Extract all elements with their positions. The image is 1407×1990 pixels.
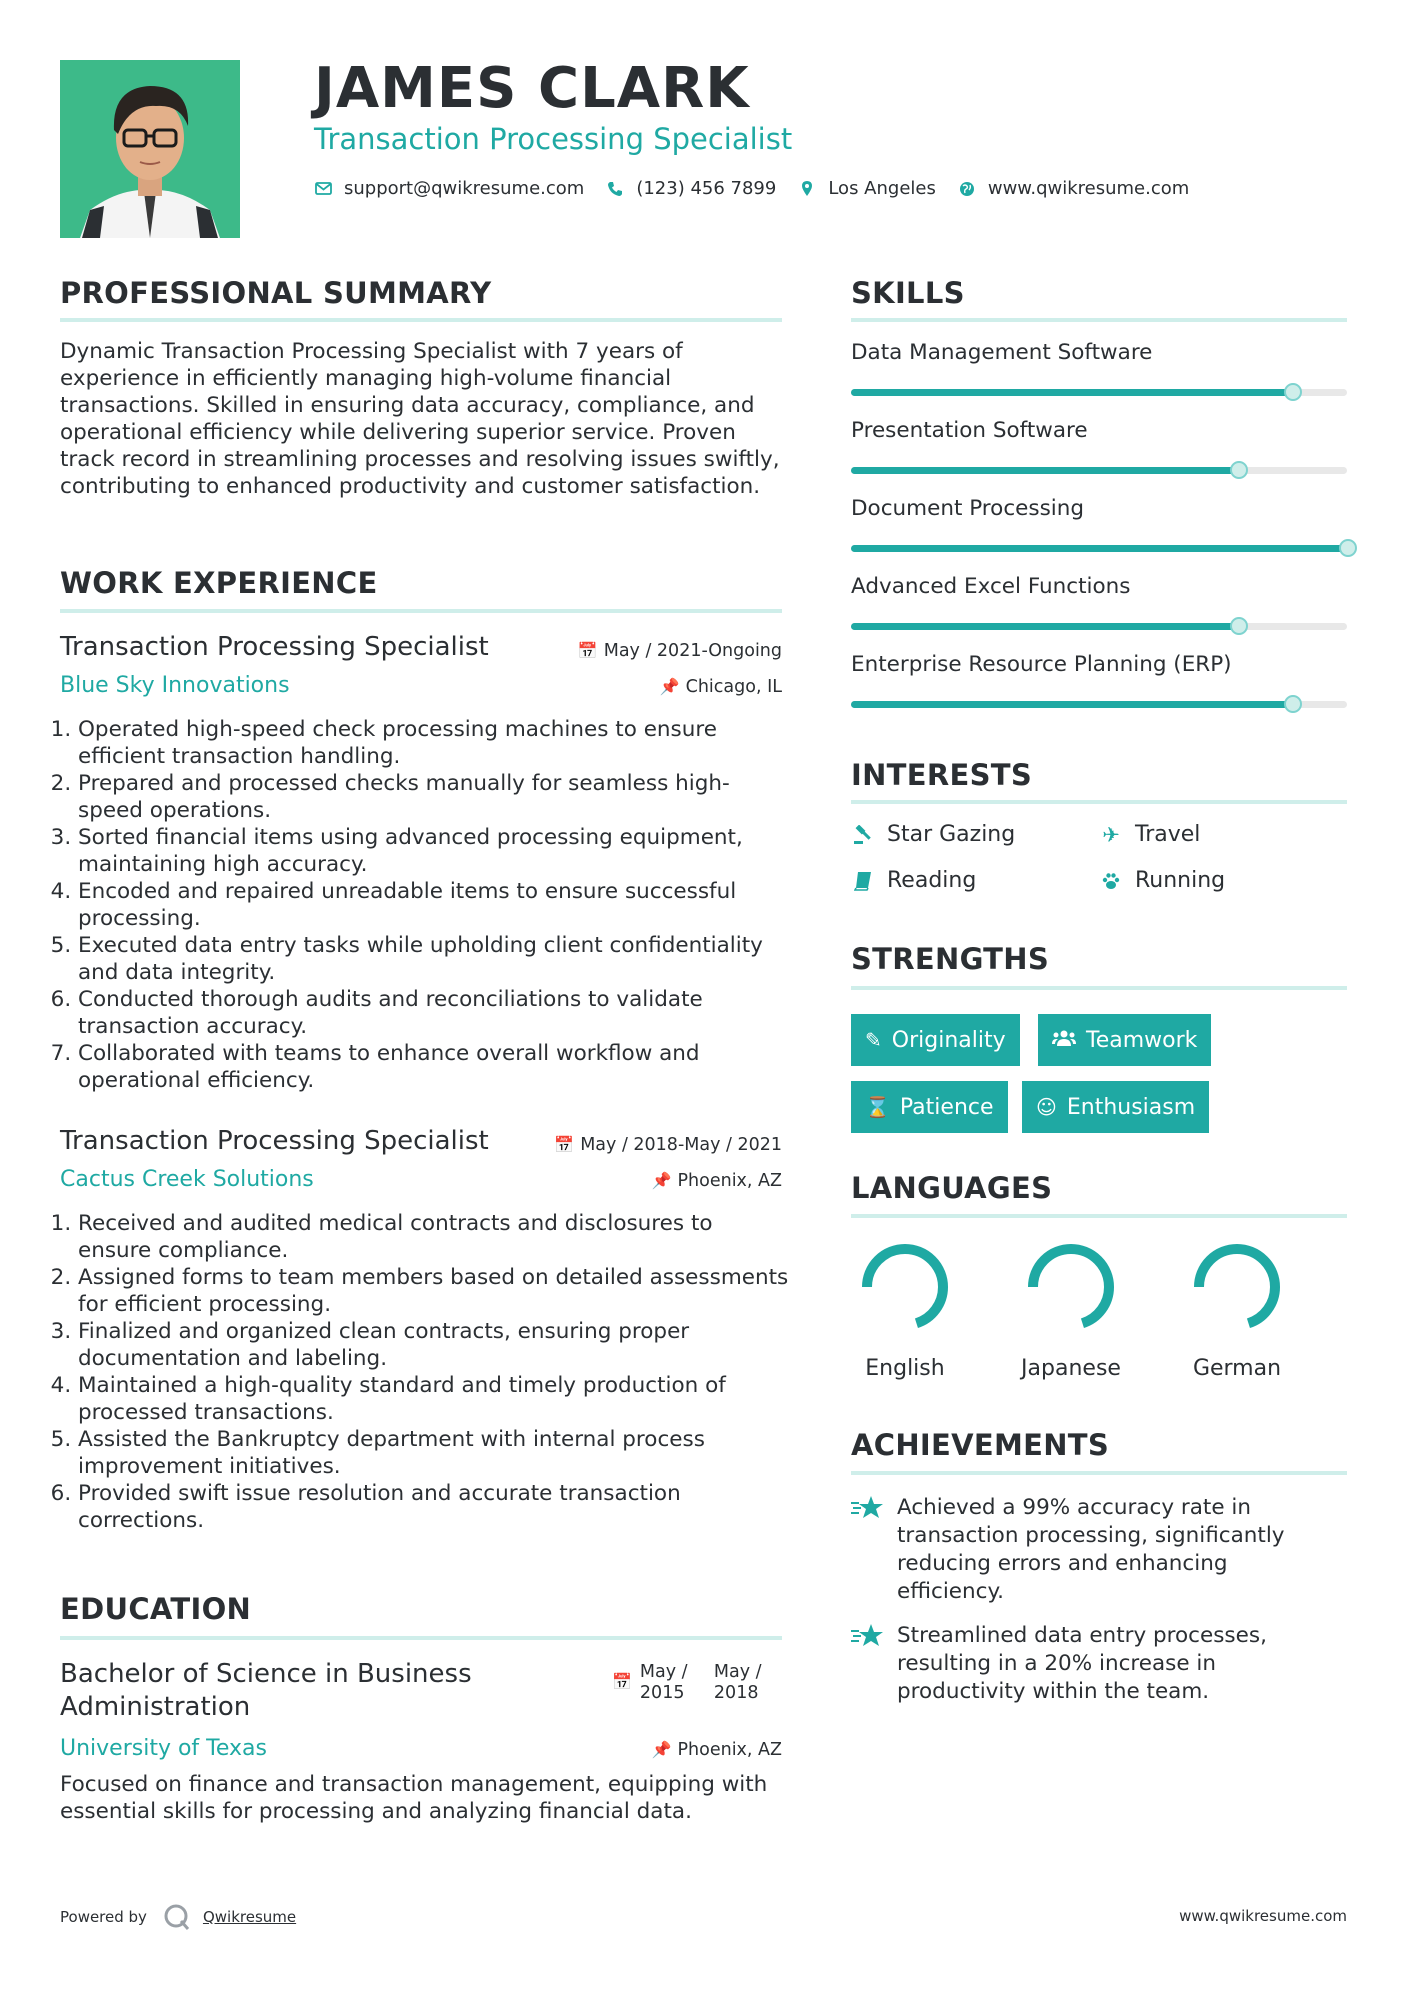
job-responsibilities	[60, 1210, 790, 1534]
strength-label: Patience	[899, 1094, 994, 1120]
job-company: Blue Sky Innovations	[60, 673, 290, 698]
skill-bar-fill	[851, 389, 1292, 396]
skill-label: Document Processing	[851, 496, 1085, 521]
interests-divider	[851, 800, 1347, 804]
strengths-heading: STRENGTHS	[851, 942, 1050, 976]
powered-by	[60, 1903, 296, 1931]
strength-label: Enthusiasm	[1066, 1094, 1196, 1120]
list-item: 3. Sorted financial items using advanced processing equipment, maintaining high accuracy.	[78, 824, 790, 878]
skill-label: Enterprise Resource Planning (ERP)	[851, 652, 1232, 677]
skill-bar-fill	[851, 545, 1347, 552]
gavel-icon	[851, 825, 875, 845]
skill-bar-fill	[851, 467, 1238, 474]
skill-bar-knob	[1339, 539, 1357, 557]
pin-icon: 📌	[651, 1740, 672, 1759]
list-item: 1. Operated high-speed check processing machines to ensure efficient transaction handling.	[78, 716, 790, 770]
interest-label: Reading	[887, 868, 977, 893]
education-divider	[60, 1636, 782, 1640]
education-location	[652, 1740, 782, 1760]
skill-bar	[851, 389, 1347, 396]
summary-divider	[60, 318, 782, 322]
hourglass-icon: ⌛	[865, 1095, 890, 1119]
contact-phone[interactable]: (123) 456 7899	[636, 178, 777, 199]
skill-bar-knob	[1230, 461, 1248, 479]
brand-link[interactable]: Qwikresume	[202, 1908, 297, 1926]
interest-label: Travel	[1135, 822, 1201, 847]
list-item: 5. Executed data entry tasks while upholding client confidentiality and data integrity.	[78, 932, 790, 986]
experience-divider	[60, 609, 782, 613]
job-location	[652, 1171, 782, 1191]
calendar-icon: 📅	[577, 641, 598, 660]
smile-icon: ☺	[1036, 1095, 1057, 1119]
job-responsibilities	[60, 716, 790, 1094]
education-start: May / 2015	[639, 1662, 688, 1703]
interest-label: Star Gazing	[887, 822, 1016, 847]
globe-icon	[958, 181, 976, 197]
skill-bar-knob	[1284, 695, 1302, 713]
job-title: Transaction Processing Specialist	[60, 1126, 489, 1156]
job-location-text: Chicago, IL	[685, 677, 782, 697]
candidate-title: Transaction Processing Specialist	[314, 122, 793, 156]
strength-tag	[851, 1081, 1008, 1133]
pin-icon: 📌	[659, 677, 680, 696]
job-location	[660, 677, 782, 697]
job-company: Cactus Creek Solutions	[60, 1167, 314, 1192]
skill-label: Presentation Software	[851, 418, 1088, 443]
language-label: German	[1192, 1356, 1282, 1381]
strength-label: Teamwork	[1086, 1027, 1198, 1053]
list-item: 1. Received and audited medical contracts and disclosures to ensure compliance.	[78, 1210, 790, 1264]
calendar-icon: 📅	[554, 1135, 575, 1154]
list-item: 6. Conducted thorough audits and reconciliations to validate transaction accuracy.	[78, 986, 790, 1040]
job-location-text: Phoenix, AZ	[677, 1171, 782, 1191]
skills-divider	[851, 318, 1347, 322]
list-item: 2. Prepared and processed checks manually for seamless high-speed operations.	[78, 770, 790, 824]
list-item: 2. Assigned forms to team members based on detailed assessments for efficient processing.	[78, 1264, 790, 1318]
education-dates	[612, 1662, 770, 1704]
star-icon	[851, 1494, 897, 1606]
list-item: 5. Assisted the Bankruptcy department with internal process improvement initiatives.	[78, 1426, 790, 1480]
education-end: May / 2018	[713, 1662, 762, 1703]
job-dates-text: May / 2018-May / 2021	[580, 1135, 782, 1155]
contact-website[interactable]: www.qwikresume.com	[987, 178, 1190, 199]
languages-divider	[851, 1214, 1347, 1218]
strength-tag	[1022, 1081, 1209, 1133]
contact-location: Los Angeles	[828, 178, 936, 199]
skill-bar	[851, 467, 1347, 474]
education-heading: EDUCATION	[60, 1592, 252, 1626]
list-item: 3. Finalized and organized clean contracts, ensuring proper documentation and labeling.	[78, 1318, 790, 1372]
strength-tag	[851, 1014, 1020, 1066]
envelope-icon	[314, 182, 332, 195]
language-label: Japanese	[1021, 1356, 1121, 1381]
job-dates-text: May / 2021-Ongoing	[603, 641, 782, 661]
users-icon	[1052, 1028, 1076, 1052]
interest-item	[851, 868, 976, 893]
education-location-text: Phoenix, AZ	[677, 1740, 782, 1760]
language-ring	[855, 1237, 955, 1337]
school-name: University of Texas	[60, 1736, 267, 1761]
book-icon	[851, 871, 875, 891]
plane-icon: ✈	[1102, 822, 1120, 847]
languages-heading: LANGUAGES	[851, 1171, 1053, 1205]
candidate-name: JAMES CLARK	[314, 56, 750, 121]
achievements-divider	[851, 1471, 1347, 1475]
calendar-icon: 📅	[612, 1672, 632, 1691]
education-description: Focused on finance and transaction management, equipping with essential skills for processing and analyzing financial data.	[60, 1772, 768, 1824]
summary-heading: PROFESSIONAL SUMMARY	[60, 276, 492, 310]
skill-label: Data Management Software	[851, 340, 1153, 365]
list-item: 6. Provided swift issue resolution and accurate transaction corrections.	[78, 1480, 790, 1534]
phone-icon	[606, 181, 624, 197]
achievements-heading: ACHIEVEMENTS	[851, 1428, 1110, 1462]
qwikresume-logo-icon	[163, 1903, 191, 1931]
strength-label: Originality	[891, 1027, 1006, 1053]
skill-bar	[851, 545, 1347, 552]
summary-text: Dynamic Transaction Processing Specialist with 7 years of experience in efficiently managing high-volume financial transactions. Skilled in ensuring data accuracy, compliance, and operational efficiency while delivering superior service. Proven track record in streamlining processes and resolving issues swiftly, contributing to enhanced productivity and customer satisfaction.	[60, 339, 780, 499]
skill-bar-fill	[851, 623, 1238, 630]
contact-email[interactable]: support@qwikresume.com	[344, 178, 585, 199]
experience-heading: WORK EXPERIENCE	[60, 566, 378, 600]
language-ring	[1021, 1237, 1121, 1337]
footer-website[interactable]: www.qwikresume.com	[1179, 1907, 1347, 1925]
interest-item	[1099, 868, 1225, 893]
interest-label: Running	[1135, 868, 1226, 893]
skill-bar-knob	[1284, 383, 1302, 401]
strength-tag	[1038, 1014, 1211, 1066]
map-pin-icon	[798, 180, 816, 197]
strengths-divider	[851, 986, 1347, 990]
skill-label: Advanced Excel Functions	[851, 574, 1131, 599]
language-label: English	[865, 1356, 945, 1381]
pencil-icon: ✎	[865, 1028, 882, 1052]
job-dates	[578, 641, 782, 661]
achievement-item	[851, 1622, 1311, 1706]
degree-title: Bachelor of Science in Business Administration	[60, 1659, 472, 1722]
achievement-item	[851, 1494, 1311, 1606]
skill-bar	[851, 623, 1347, 630]
contact-bar	[314, 178, 1211, 199]
list-item: 7. Collaborated with teams to enhance overall workflow and operational efficiency.	[78, 1040, 790, 1094]
list-item: 4. Encoded and repaired unreadable items to ensure successful processing.	[78, 878, 790, 932]
profile-photo	[60, 60, 240, 238]
powered-by-label: Powered by	[60, 1908, 147, 1926]
skills-heading: SKILLS	[851, 276, 965, 310]
achievement-text: Streamlined data entry processes, resulting in a 20% increase in productivity within the team.	[897, 1623, 1267, 1704]
pin-icon: 📌	[651, 1171, 672, 1190]
paw-icon	[1099, 871, 1123, 891]
skill-bar-fill	[851, 701, 1292, 708]
star-icon	[851, 1622, 897, 1706]
interests-heading: INTERESTS	[851, 758, 1033, 792]
skill-bar-knob	[1230, 617, 1248, 635]
job-dates	[554, 1135, 782, 1155]
job-title: Transaction Processing Specialist	[60, 632, 489, 662]
list-item: 4. Maintained a high-quality standard and timely production of processed transactions.	[78, 1372, 790, 1426]
skill-bar	[851, 701, 1347, 708]
achievement-text: Achieved a 99% accuracy rate in transaction processing, significantly reducing errors and enhancing efficiency.	[897, 1495, 1285, 1604]
language-ring	[1187, 1237, 1287, 1337]
interest-item	[1099, 822, 1200, 847]
interest-item	[851, 822, 1015, 847]
